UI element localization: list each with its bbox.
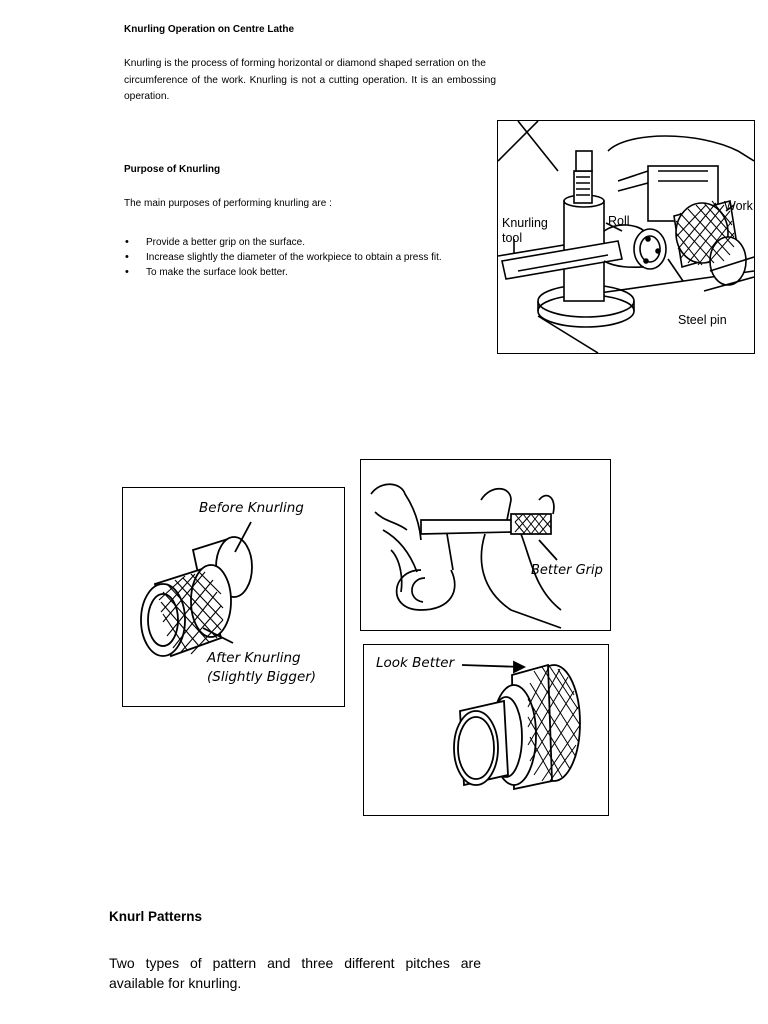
label-work: Work [724,199,753,213]
label-roll: Roll [608,214,630,228]
intro-paragraph [124,56,496,106]
label-before-knurling: Before Knurling [199,500,304,516]
lathe-illustration [498,121,754,353]
figure-size-comparison [122,487,345,707]
grip-illustration [361,460,610,630]
intro-line-2: circumference of the work. Knurling is not a cutting operation. It is an embossing operation. [124,74,496,103]
label-slightly-bigger: (Slightly Bigger) [207,669,317,685]
purpose-intro: The main purposes of performing knurling are : [124,198,332,209]
section-heading-purpose: Purpose of Knurling [124,164,221,175]
label-knurling-tool-1: Knurling [502,216,548,230]
figure-better-grip [360,459,611,631]
label-after-knurling: After Knurling [207,650,301,666]
look-illustration [364,645,608,815]
label-knurling-tool-2: tool [502,231,523,245]
list-item: • Provide a better grip on the surface. [124,235,494,250]
section-heading-knurl-patterns: Knurl Patterns [109,909,203,924]
size-illustration [123,488,344,706]
list-item: • To make the surface look better. [124,265,494,280]
intro-line-1: Knurling is the process of forming horizontal or diamond shaped serration on the [124,58,486,69]
purpose-list [124,235,494,281]
list-item: • Increase slightly the diameter of the workpiece to obtain a press fit. [124,250,494,265]
label-look-better: Look Better [376,655,455,671]
label-steel-pin: Steel pin [678,313,727,327]
section-heading-knurling-operation: Knurling Operation on Centre Lathe [124,24,295,35]
figure-look-better [363,644,609,816]
label-better-grip: Better Grip [531,563,603,578]
figure-lathe-knurling-tool [497,120,755,354]
knurl-patterns-paragraph: Two types of pattern and three different pitches are available for knurling. [109,955,481,991]
